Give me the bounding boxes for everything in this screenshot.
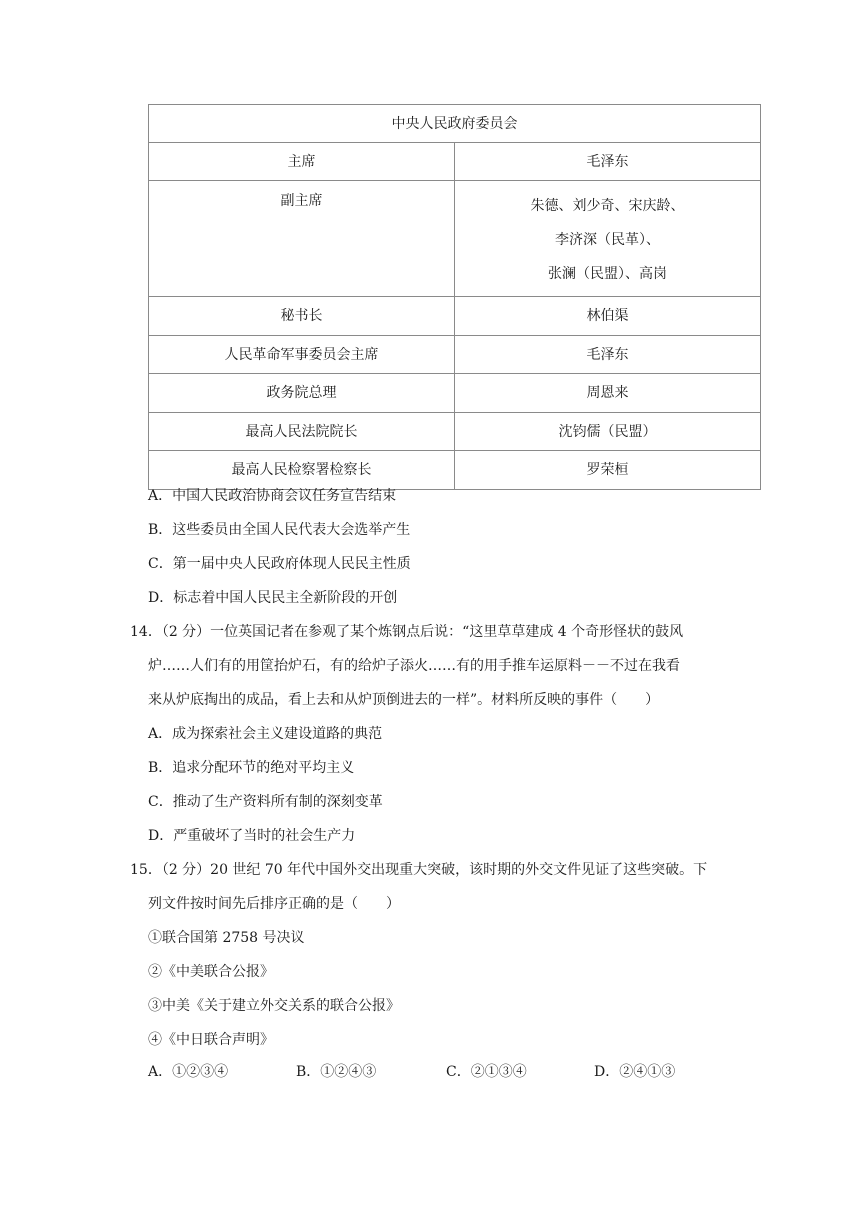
q14-option-a: A．成为探索社会主义建设道路的典范 xyxy=(148,726,383,742)
central-government-table xyxy=(148,104,761,490)
q13-option-d: D．标志着中国人民民主全新阶段的开创 xyxy=(148,590,398,606)
role-cell: 人民革命军事委员会主席 xyxy=(149,336,455,374)
name-cell: 毛泽东 xyxy=(455,336,761,374)
role-cell: 主席 xyxy=(149,143,455,181)
table-row xyxy=(149,297,761,336)
role-cell: 最高人民检察署检察长 xyxy=(149,451,455,490)
name-line: 张澜（民盟）、高岗 xyxy=(548,266,667,282)
role-cell: 最高人民法院院长 xyxy=(149,413,455,451)
name-line: 李济深（民革）、 xyxy=(555,232,660,248)
q14-stem-line: 14．（2 分）一位英国记者在参观了某个炼钢点后说：“这里草草建成 4 个奇形怪状的鼓风 xyxy=(130,624,684,640)
table-row xyxy=(149,413,761,451)
role-cell: 政务院总理 xyxy=(149,374,455,413)
q13-option-a: A．中国人民政治协商会议任务宣告结束 xyxy=(148,488,397,504)
table-row xyxy=(149,451,761,490)
q15-option-d: D．②④①③ xyxy=(594,1064,676,1080)
q15-item-3: ③中美《关于建立外交关系的联合公报》 xyxy=(148,998,400,1014)
role-cell: 副主席 xyxy=(149,181,455,297)
q15-item-4: ④《中日联合声明》 xyxy=(148,1032,274,1048)
table-row xyxy=(149,374,761,413)
q15-stem-line: 列文件按时间先后排序正确的是（ ） xyxy=(148,896,400,912)
q15-item-2: ②《中美联合公报》 xyxy=(148,964,274,980)
table-row xyxy=(149,143,761,181)
role-cell: 秘书长 xyxy=(149,297,455,336)
q13-option-c: C．第一届中央人民政府体现人民民主性质 xyxy=(148,556,411,572)
name-line: 朱德、刘少奇、宋庆龄、 xyxy=(530,198,685,214)
table-header-row xyxy=(149,105,761,143)
name-cell: 毛泽东 xyxy=(455,143,761,181)
name-cell: 罗荣桓 xyxy=(455,451,761,490)
q14-stem-line: 来从炉底掏出的成品，看上去和从炉顶倒进去的一样”。材料所反映的事件（ ） xyxy=(148,692,660,708)
table-row xyxy=(149,181,761,297)
name-cell xyxy=(455,181,761,297)
table-header: 中央人民政府委员会 xyxy=(149,105,761,143)
name-cell: 沈钧儒（民盟） xyxy=(455,413,761,451)
name-cell: 林伯渠 xyxy=(455,297,761,336)
q14-stem-line: 炉……人们有的用筐抬炉石，有的给炉子添火……有的用手推车运原料－－不过在我看 xyxy=(148,658,680,674)
q13-option-b: B．这些委员由全国人民代表大会选举产生 xyxy=(148,522,411,538)
q15-option-b: B．①②④③ xyxy=(296,1064,377,1080)
q14-option-d: D．严重破坏了当时的社会生产力 xyxy=(148,828,356,844)
name-cell: 周恩来 xyxy=(455,374,761,413)
q15-option-c: C．②①③④ xyxy=(446,1064,527,1080)
q15-item-1: ①联合国第 2758 号决议 xyxy=(148,930,305,946)
q15-option-a: A．①②③④ xyxy=(148,1064,229,1080)
q14-option-c: C．推动了生产资料所有制的深刻变革 xyxy=(148,794,383,810)
q15-stem-line: 15．（2 分）20 世纪 70 年代中国外交出现重大突破，该时期的外交文件见证了这些突破。下 xyxy=(130,862,708,878)
table-row xyxy=(149,336,761,374)
q14-option-b: B．追求分配环节的绝对平均主义 xyxy=(148,760,355,776)
